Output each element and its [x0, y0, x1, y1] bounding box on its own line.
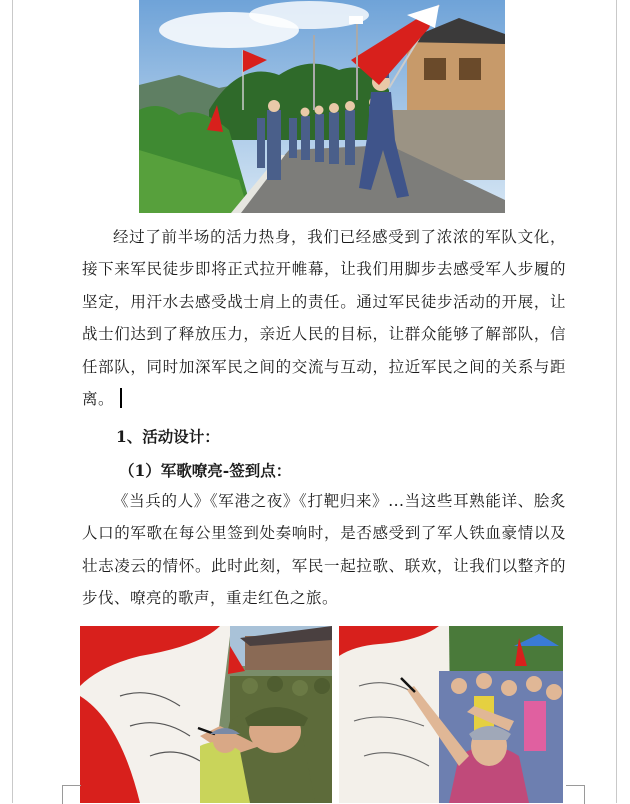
- body-paragraph-2: 《当兵的人》《军港之夜》《打靶归来》...当这些耳熟能详、脍炙人口的军歌在每公里签到处奏响时，是否感受到了军人铁血豪情以及壮志凌云的情怀。此时此刻，军民一起拉歌、联欢，让我们以整齐的步伐、嘹亮的歌声，重走红色之旅。: [82, 492, 566, 608]
- page-corner-mark-right: [566, 785, 585, 804]
- subsection-heading: （1）军歌嘹亮-签到点：: [119, 461, 292, 480]
- paragraph-1-text: 经过了前半场的活力热身，我们已经感受到了浓浓的军队文化，接下来军民徒步即将正式拉开帷幕，让我们用脚步去感受军人步履的坚定，用汗水去感受战士肩上的责任。通过军民徒步活动的开展，让战士们达到了释放压力，亲近人民的目标，让群众能够了解部队，信任部队，同时加深军民之间的交流与互动，拉近军民之间的关系与距离。: [82, 228, 566, 409]
- page-corner-mark-left: [62, 785, 81, 804]
- march-photo: [139, 0, 505, 213]
- page-left-edge: [12, 0, 13, 803]
- page-right-edge: [616, 0, 617, 803]
- signing-banner-photo-left: [80, 626, 332, 803]
- signing-banner-photo-right: [339, 626, 563, 803]
- text-cursor: [120, 388, 122, 408]
- section-heading: 1、活动设计：: [116, 427, 220, 446]
- body-paragraph-1: [82, 221, 566, 415]
